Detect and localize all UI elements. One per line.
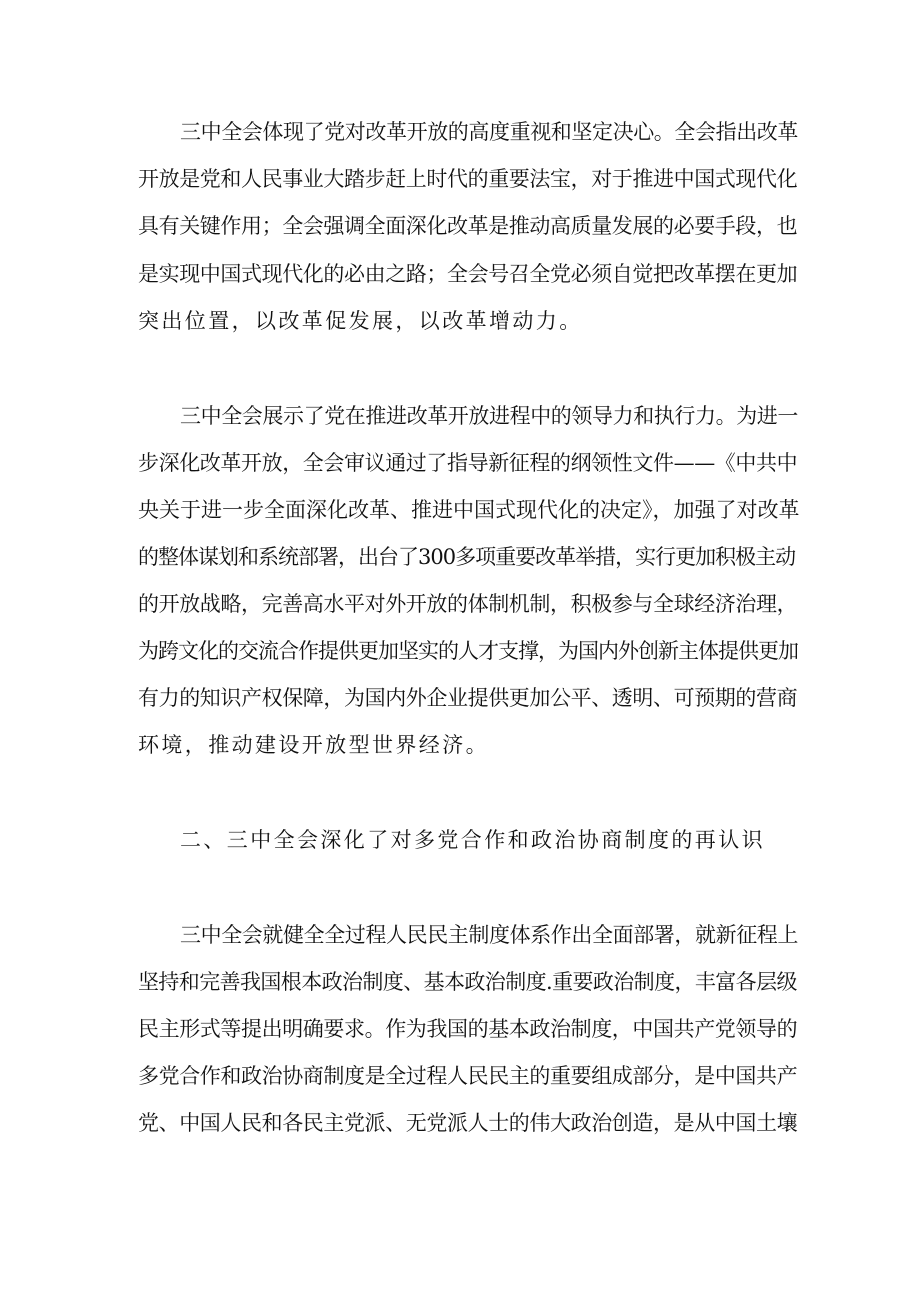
text-line: 步深化改革开放，全会审议通过了指导新征程的纲领性文件——《中共中 xyxy=(138,451,798,475)
text-line: 环境，推动建设开放型世界经济。 xyxy=(138,733,489,757)
text-line: 坚持和完善我国根本政治制度、基本政治制度.重要政治制度，丰富各层级 xyxy=(138,970,797,994)
text-line: 的开放战略，完善高水平对外开放的体制机制，积极参与全球经济治理， xyxy=(138,592,798,616)
text-line: 是实现中国式现代化的必由之路；全会号召全党必须自觉把改革摆在更加 xyxy=(138,262,798,286)
text-line: 有力的知识产权保障，为国内外企业提供更加公平、透明、可预期的营商 xyxy=(138,686,798,710)
text-line: 开放是党和人民事业大踏步赶上时代的重要法宝，对于推进中国式现代化 xyxy=(138,167,798,191)
text-line: 三中全会体现了党对改革开放的高度重视和坚定决心。全会指出改革 xyxy=(180,120,798,144)
text-line: 具有关键作用；全会强调全面深化改革是推动高质量发展的必要手段，也 xyxy=(138,214,798,238)
text-line: 民主形式等提出明确要求。作为我国的基本政治制度，中国共产党领导的 xyxy=(138,1017,798,1041)
text-line: 三中全会展示了党在推进改革开放进程中的领导力和执行力。为进一 xyxy=(180,404,798,428)
section-heading: 二、三中全会深化了对多党合作和政治协商制度的再认识 xyxy=(180,828,765,852)
text-line: 为跨文化的交流合作提供更加坚实的人才支撑，为国内外创新主体提供更加 xyxy=(138,639,798,663)
text-line: 央关于进一步全面深化改革、推进中国式现代化的决定》，加强了对改革 xyxy=(138,498,800,522)
text-line: 党、中国人民和各民主党派、无党派人士的伟大政治创造，是从中国土壤 xyxy=(138,1111,798,1135)
text-line: 的整体谋划和系统部署，出台了300多项重要改革举措，实行更加积极主动 xyxy=(138,545,796,569)
text-line: 多党合作和政治协商制度是全过程人民民主的重要组成部分，是中国共产 xyxy=(138,1064,798,1088)
text-line: 突出位置，以改革促发展，以改革增动力。 xyxy=(138,309,583,333)
text-line: 三中全会就健全全过程人民民主制度体系作出全面部署，就新征程上 xyxy=(180,923,798,947)
